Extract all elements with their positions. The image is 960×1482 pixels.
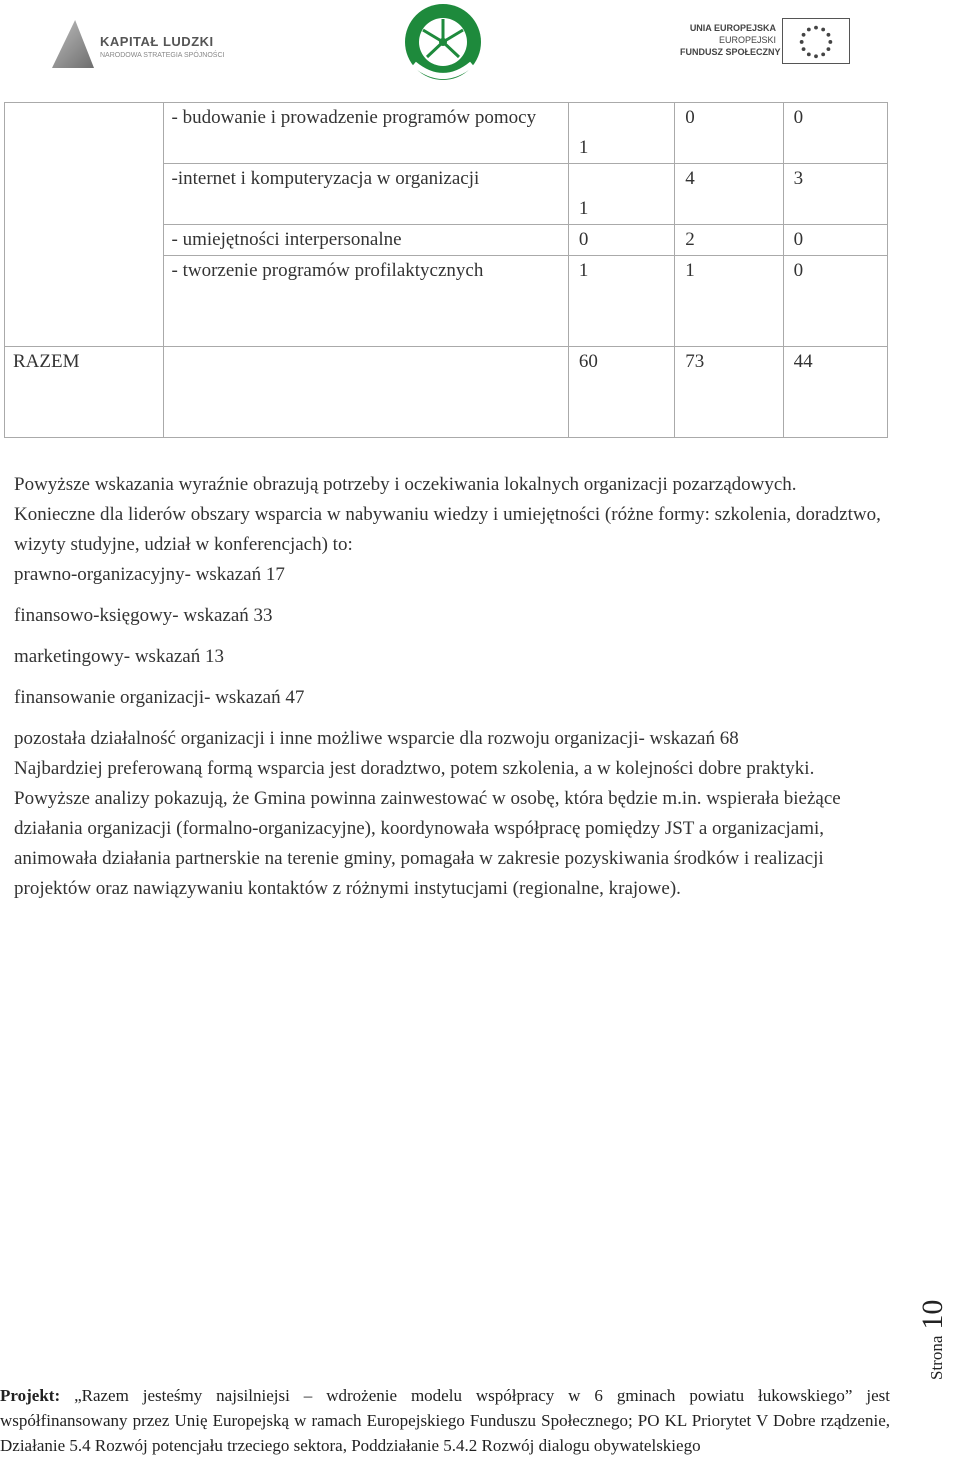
- table-cell-label: - tworzenie programów profilaktycznych: [163, 256, 568, 347]
- footer-text: „Razem jesteśmy najsilniejsi – wdrożenie modelu współpracy w 6 gminach powiatu łukowskiego” jest współfinansowany przez Unię Europejską w ramach Europejskiego Funduszu Społecznego; PO KL Priorytet V Dobre rządzenie, Działanie 5.4 Rozwój potencjału trzeciego sektora, Poddziałanie 5.4.2 Rozwój dialogu obywatelskiego: [0, 1386, 890, 1455]
- table-cell-value: 3: [783, 164, 887, 225]
- kapital-ludzki-triangle-icon: [52, 20, 94, 68]
- table-cell-label: - budowanie i prowadzenie programów pomocy: [163, 103, 568, 164]
- table-cell-value: 0: [568, 225, 674, 256]
- eu-flag-icon: [782, 18, 850, 64]
- table-cell-value: 1: [568, 256, 674, 347]
- kapital-ludzki-logo: [52, 18, 242, 72]
- paragraph: Powyższe wskazania wyraźnie obrazują potrzeby i oczekiwania lokalnych organizacji pozarządowych.: [14, 474, 797, 495]
- table-total-value-text: 44: [793, 351, 813, 372]
- kapital-ludzki-subtitle: NARODOWA STRATEGIA SPÓJNOŚCI: [100, 52, 225, 59]
- table-total-value: [568, 347, 674, 438]
- page-number: [916, 1299, 960, 1380]
- kapital-ludzki-title: KAPITAŁ LUDZKI: [100, 34, 214, 49]
- table-cell-value: [568, 164, 674, 225]
- table-cell-value: [568, 103, 674, 164]
- table-empty-cell: [163, 347, 568, 438]
- footer-label: Projekt:: [0, 1386, 61, 1405]
- results-table: [4, 102, 888, 438]
- table-total-label: [5, 347, 164, 438]
- table-cell-label: - umiejętności interpersonalne: [163, 225, 568, 256]
- eu-logo-text: [680, 22, 781, 58]
- table-total-value-text: 73: [685, 351, 705, 372]
- list-item: finansowo-księgowy- wskazań 33: [14, 605, 273, 626]
- list-item: finansowanie organizacji- wskazań 47: [14, 687, 305, 708]
- eu-logo-line1: UNIA EUROPEJSKA: [689, 23, 776, 33]
- table-cell-value: 2: [675, 225, 783, 256]
- table-cell-value: 0: [783, 225, 887, 256]
- table-total-row: [5, 347, 888, 438]
- table-cell-value: 0: [783, 256, 887, 347]
- list-item: pozostała działalność organizacji i inne możliwe wsparcie dla rozwoju organizacji- wskazań 68: [14, 728, 739, 749]
- table-total-value: [675, 347, 783, 438]
- paragraph: Najbardziej preferowaną formą wsparcia jest doradztwo, potem szkolenia, a w kolejności dobre praktyki. Powyższe analizy pokazują, że Gmina powinna zainwestować w osobę, która będzie m.in. wspierała bieżące działania organizacji (formalno-organizacyjne), koordynowała współpracę pomiędzy JST a organizacjami, animowała działania partnerskie na terenie gminy, pomagała w zakresie pozyskiwania środków i realizacji projektów oraz nawiązywaniu kontaktów z różnymi instytucjami (regionalne, krajowe).: [14, 758, 841, 899]
- list-item: prawno-organizacyjny- wskazań 17: [14, 564, 285, 585]
- table-cell-value-text: 1: [578, 198, 589, 219]
- table-cell-label: -internet i komputeryzacja w organizacji: [163, 164, 568, 225]
- page-number-label: Strona: [927, 1335, 946, 1380]
- table-empty-cell: [5, 103, 164, 347]
- table-total-value-text: 60: [578, 351, 598, 372]
- eos-wheel-logo: [400, 2, 486, 86]
- eu-logo: [680, 18, 852, 66]
- eu-logo-line2: EUROPEJSKI: [718, 35, 776, 45]
- page-footer: [0, 1383, 890, 1458]
- table-cell-value: 4: [675, 164, 783, 225]
- table-cell-value-text: 1: [578, 137, 589, 158]
- table-total-label-text: RAZEM: [13, 351, 80, 372]
- eu-logo-line3: FUNDUSZ SPOŁECZNY: [680, 47, 781, 57]
- document-body: [14, 470, 884, 904]
- page-header: [0, 0, 960, 90]
- table-row: [5, 103, 888, 164]
- page-number-value: 10: [916, 1299, 949, 1330]
- table-total-value: [783, 347, 887, 438]
- table-cell-value: 0: [783, 103, 887, 164]
- paragraph: Konieczne dla liderów obszary wsparcia w nabywaniu wiedzy i umiejętności (różne formy: szkolenia, doradztwo, wizyty studyjne, udział w konferencjach) to:: [14, 504, 881, 555]
- table-cell-value: 1: [675, 256, 783, 347]
- table-cell-value: 0: [675, 103, 783, 164]
- list-item: marketingowy- wskazań 13: [14, 646, 224, 667]
